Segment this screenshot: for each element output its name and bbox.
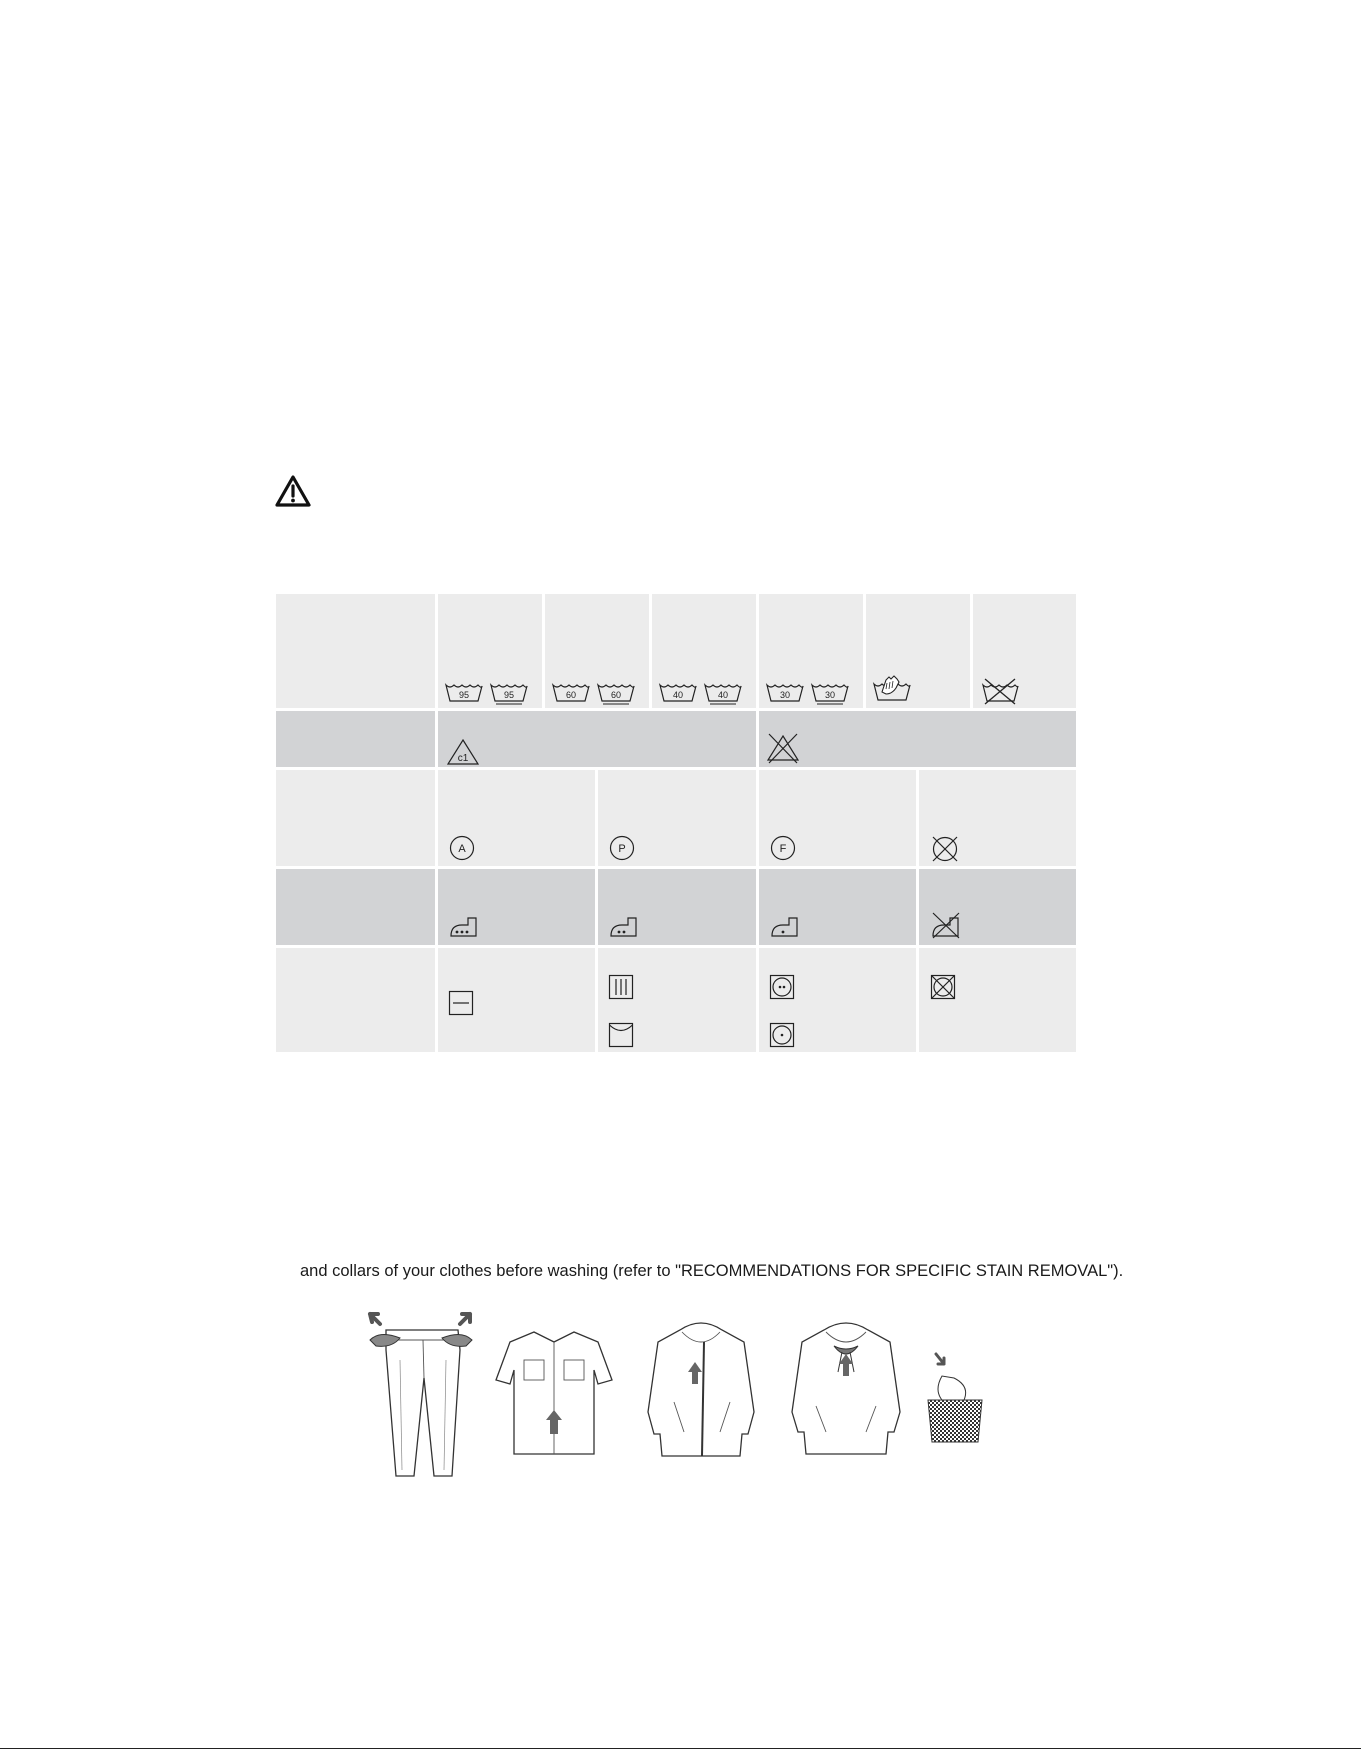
do-not-dry-clean-icon xyxy=(930,834,960,864)
care-symbols-table xyxy=(276,594,1076,1052)
flat-dry-icon xyxy=(448,990,474,1016)
cell-bleach-not-allowed xyxy=(759,711,1076,767)
wash-tub-icon xyxy=(551,682,591,708)
cell-bleach-allowed xyxy=(438,711,756,767)
wash-temp-label: 95 xyxy=(458,690,470,700)
row-washing-label xyxy=(276,594,435,708)
wash-temp-label: 40 xyxy=(672,690,684,700)
do-not-wash-icon xyxy=(981,676,1019,706)
jeans-pockets-illustration xyxy=(366,1300,476,1480)
wash-tub-icon xyxy=(658,682,698,708)
hoodie-drawstring-illustration xyxy=(786,1322,906,1456)
wash-temp-label: 30 xyxy=(779,690,791,700)
iron-icon xyxy=(448,916,480,940)
hoodie-zip-illustration xyxy=(642,1322,760,1460)
wash-temp-label: 95 xyxy=(503,690,515,700)
wash-tub-icon xyxy=(596,682,636,708)
dry-clean-icon xyxy=(769,834,797,862)
line-dry-icon xyxy=(608,1022,634,1048)
drip-dry-icon xyxy=(608,974,634,1000)
laundry-bag-illustration xyxy=(924,1350,986,1446)
wash-tub-icon xyxy=(444,682,484,708)
dry-clean-icon xyxy=(608,834,636,862)
wash-tub-icon xyxy=(489,682,529,708)
iron-icon xyxy=(769,916,801,940)
bleach-icon xyxy=(446,738,480,766)
cell-dry-none xyxy=(919,948,1076,1052)
wash-temp-label: 60 xyxy=(565,690,577,700)
do-not-tumble-dry-icon xyxy=(930,974,956,1000)
do-not-bleach-icon xyxy=(766,732,800,764)
row-bleach-label xyxy=(276,711,435,767)
hand-wash-icon xyxy=(872,672,912,704)
page-bottom-rule xyxy=(0,1748,1361,1749)
wash-temp-label: 60 xyxy=(610,690,622,700)
dry-clean-icon xyxy=(448,834,476,862)
bleach-label: c1 xyxy=(457,753,469,764)
dry-clean-label: P xyxy=(618,843,626,855)
tumble-dry-icon xyxy=(769,974,795,1000)
wash-temp-label: 30 xyxy=(824,690,836,700)
do-not-iron-icon xyxy=(930,910,962,940)
stain-removal-note: and collars of your clothes before washing (refer to "RECOMMENDATIONS FOR SPECIFIC STAIN REMOVAL"). xyxy=(300,1262,1124,1280)
tumble-dry-icon xyxy=(769,1022,795,1048)
dry-clean-label: A xyxy=(458,843,466,855)
warning-icon xyxy=(274,474,312,508)
iron-icon xyxy=(608,916,640,940)
wash-tub-icon xyxy=(765,682,805,708)
wash-temp-label: 40 xyxy=(717,690,729,700)
wash-tub-icon xyxy=(810,682,850,708)
row-iron-label xyxy=(276,869,435,945)
row-dry-label xyxy=(276,948,435,1052)
shirt-buttons-illustration xyxy=(494,1326,614,1460)
dry-clean-label: F xyxy=(779,843,787,855)
row-dryclean-label xyxy=(276,770,435,866)
wash-tub-icon xyxy=(703,682,743,708)
